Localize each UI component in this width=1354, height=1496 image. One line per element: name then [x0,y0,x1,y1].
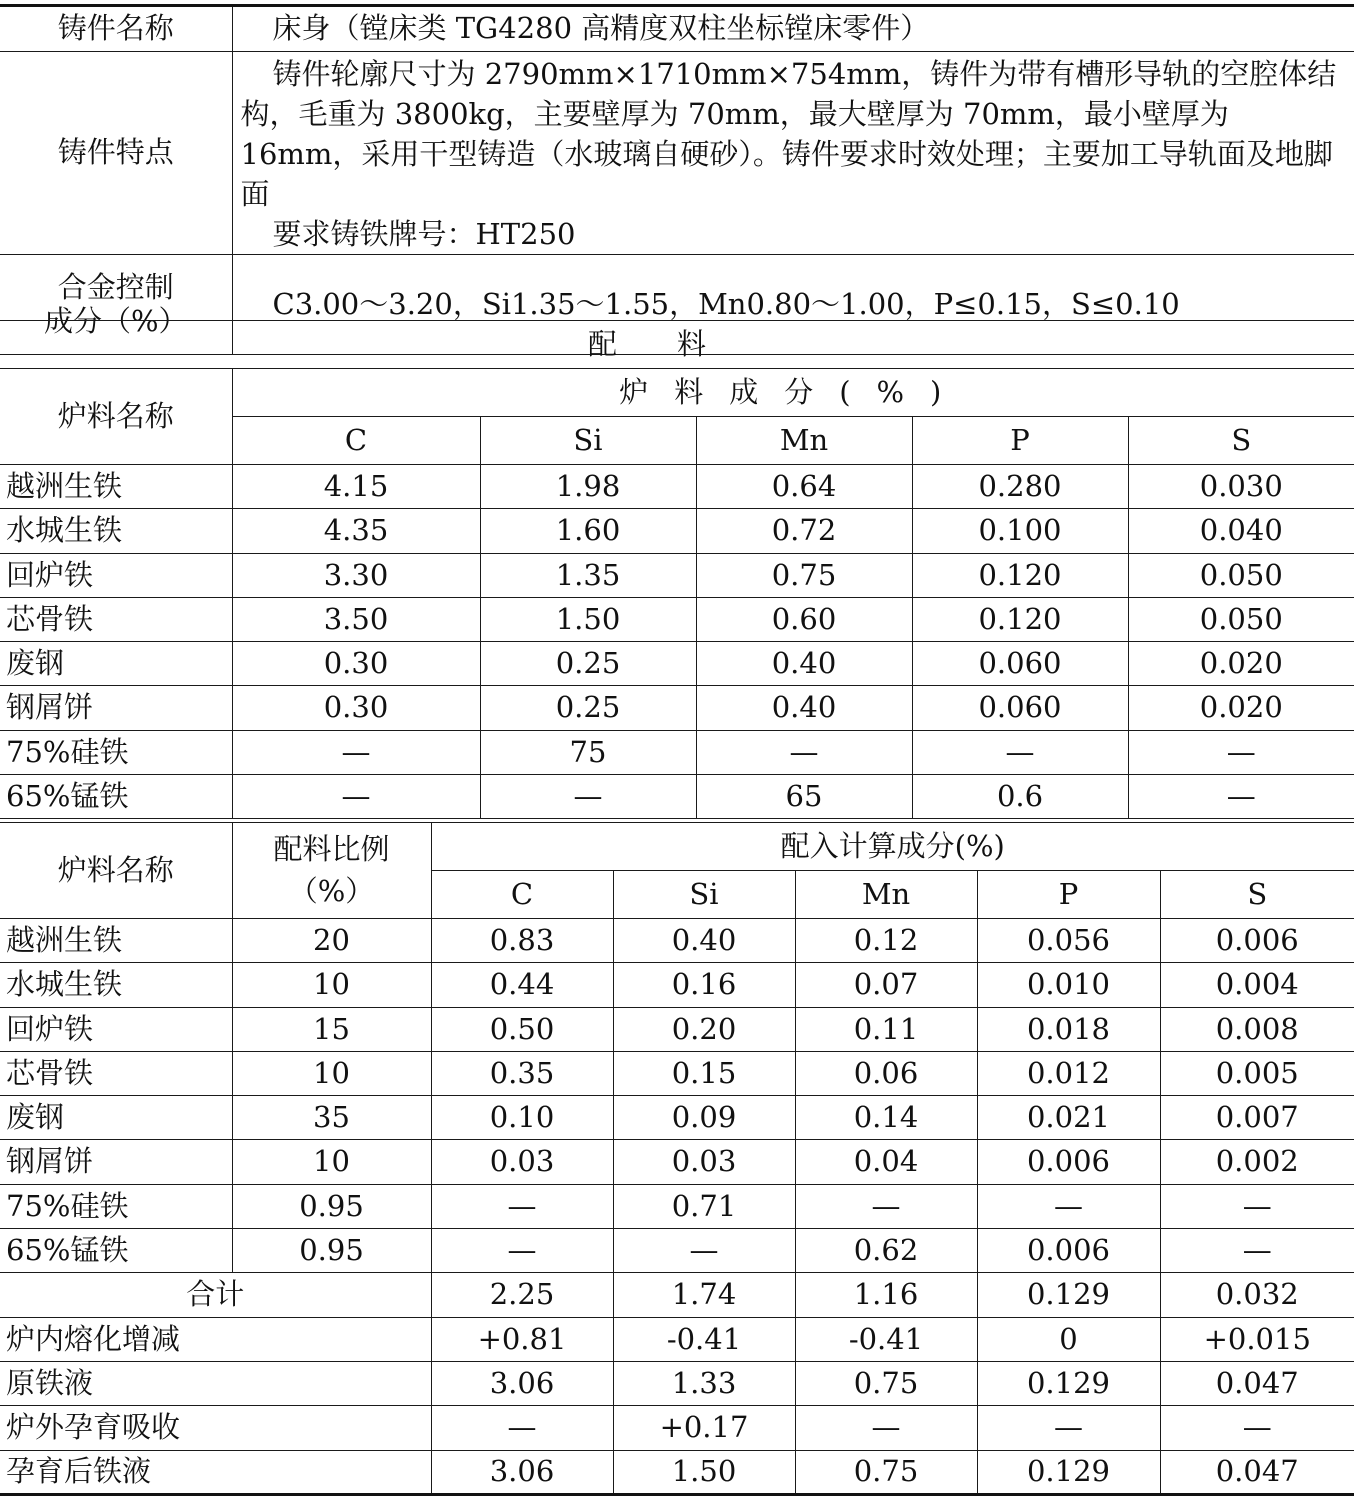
calc-cell-p: 0.006 [977,1140,1160,1184]
calc-cell-s: 0.005 [1160,1051,1354,1095]
calc-summary-s: +0.015 [1160,1317,1354,1361]
calc-cell-si: — [613,1229,795,1273]
calc-ratio-header [232,823,431,919]
charge-cell-p: 0.060 [912,686,1128,730]
charge-row-name: 65%锰铁 [0,775,232,819]
calc-row-ratio: 15 [232,1007,431,1051]
calc-col-mn: Mn [795,871,977,919]
calc-summary-p: 0.129 [977,1361,1160,1405]
charge-cell-s: 0.030 [1128,465,1354,509]
charge-comp-header: 炉料成分(%) [232,369,1354,417]
charge-cell-p: 0.120 [912,553,1128,597]
calc-row [0,1051,1354,1095]
calc-name-header: 炉料名称 [0,823,232,919]
calc-cell-p: 0.056 [977,919,1160,963]
calc-row-name: 水城生铁 [0,963,232,1007]
calc-ratio-header-line1: 配料比例 [273,832,390,867]
calc-cell-si: 0.20 [613,1007,795,1051]
calc-row [0,963,1354,1007]
casting-name-value: 床身（镗床类 TG4280 高精度双柱坐标镗床零件） [232,6,1354,52]
calc-summary-label: 孕育后铁液 [0,1450,431,1494]
calc-cell-s: 0.008 [1160,1007,1354,1051]
charge-row [0,642,1354,686]
charge-row-name: 回炉铁 [0,553,232,597]
calc-total-c: 2.25 [431,1273,613,1317]
casting-name-label: 铸件名称 [0,6,232,52]
calc-summary-mn: 0.75 [795,1361,977,1405]
casting-info-table [0,4,1354,355]
charge-cell-mn: 65 [696,775,912,819]
calc-cell-s: 0.007 [1160,1096,1354,1140]
calc-summary-c: 3.06 [431,1450,613,1494]
calc-cell-mn: — [795,1184,977,1228]
charge-cell-s: 0.050 [1128,597,1354,641]
charge-cell-si: 75 [480,730,696,774]
alloy-label-line2: 成分（%） [43,303,188,338]
calc-cell-p: 0.021 [977,1096,1160,1140]
calc-cell-p: 0.012 [977,1051,1160,1095]
charge-cell-p: 0.6 [912,775,1128,819]
charge-cell-si: 0.25 [480,686,696,730]
calc-summary-s: 0.047 [1160,1361,1354,1405]
calc-row-name: 钢屑饼 [0,1140,232,1184]
charge-col-c: C [232,417,480,465]
calc-cell-si: 0.16 [613,963,795,1007]
calc-row [0,1096,1354,1140]
calc-total-label: 合计 [0,1273,431,1317]
charge-cell-s: — [1128,730,1354,774]
charge-cell-s: — [1128,775,1354,819]
calc-total-p: 0.129 [977,1273,1160,1317]
calc-cell-si: 0.09 [613,1096,795,1140]
calc-summary-p: 0 [977,1317,1160,1361]
charge-cell-mn: 0.72 [696,509,912,553]
charge-row [0,730,1354,774]
charge-cell-c: 4.35 [232,509,480,553]
calc-cell-c: 0.10 [431,1096,613,1140]
charge-col-mn: Mn [696,417,912,465]
calc-cell-mn: 0.04 [795,1140,977,1184]
calc-total-mn: 1.16 [795,1273,977,1317]
charge-cell-mn: 0.75 [696,553,912,597]
charge-col-p: P [912,417,1128,465]
charge-cell-mn: — [696,730,912,774]
calc-cell-mn: 0.14 [795,1096,977,1140]
charge-cell-c: 3.30 [232,553,480,597]
calc-summary-c: +0.81 [431,1317,613,1361]
charge-row [0,465,1354,509]
charge-cell-mn: 0.64 [696,465,912,509]
calculation-table [0,822,1354,1496]
charge-cell-si: 1.98 [480,465,696,509]
calc-cell-c: 0.35 [431,1051,613,1095]
calc-cell-p: — [977,1184,1160,1228]
charge-name-header: 炉料名称 [0,369,232,465]
charge-rows [0,465,1354,819]
calc-cell-si: 0.15 [613,1051,795,1095]
calc-row-ratio: 10 [232,1051,431,1095]
calc-summary-row [0,1450,1354,1494]
calc-summary-p: 0.129 [977,1450,1160,1494]
charge-cell-c: — [232,775,480,819]
calc-cell-s: 0.002 [1160,1140,1354,1184]
calc-summary-si: 1.33 [613,1361,795,1405]
calc-cell-si: 0.40 [613,919,795,963]
calc-summary-si: 1.50 [613,1450,795,1494]
charge-row-name: 75%硅铁 [0,730,232,774]
casting-feature-label: 铸件特点 [0,52,232,255]
calc-row-name: 废钢 [0,1096,232,1140]
calc-cell-p: 0.006 [977,1229,1160,1273]
calc-row-name: 越洲生铁 [0,919,232,963]
charge-row-name: 钢屑饼 [0,686,232,730]
calc-total-s: 0.032 [1160,1273,1354,1317]
calc-summary-mn: — [795,1406,977,1450]
charge-cell-p: — [912,730,1128,774]
calc-cell-si: 0.71 [613,1184,795,1228]
calc-row [0,1229,1354,1273]
calc-summary-rows [0,1273,1354,1494]
calc-row [0,1007,1354,1051]
charge-cell-c: 3.50 [232,597,480,641]
calc-summary-mn: -0.41 [795,1317,977,1361]
calc-cell-c: 0.03 [431,1140,613,1184]
calc-ratio-header-line2: （%） [288,873,375,908]
calc-cell-mn: 0.06 [795,1051,977,1095]
calc-col-c: C [431,871,613,919]
charge-row [0,553,1354,597]
calc-summary-si: +0.17 [613,1406,795,1450]
calc-summary-row [0,1361,1354,1405]
calc-cell-c: — [431,1229,613,1273]
calc-row-ratio: 10 [232,963,431,1007]
calc-cell-mn: 0.12 [795,919,977,963]
calc-cell-c: 0.50 [431,1007,613,1051]
charge-cell-s: 0.020 [1128,642,1354,686]
charge-cell-mn: 0.40 [696,642,912,686]
calc-col-s: S [1160,871,1354,919]
charge-cell-mn: 0.40 [696,686,912,730]
calc-summary-p: — [977,1406,1160,1450]
charge-cell-c: 0.30 [232,686,480,730]
calc-comp-header: 配入计算成分(%) [431,823,1354,871]
alloy-label-line1: 合金控制 [57,270,174,305]
charge-cell-si: 0.25 [480,642,696,686]
charge-composition-table [0,320,1354,819]
calc-cell-c: 0.44 [431,963,613,1007]
calc-row-ratio: 10 [232,1140,431,1184]
calc-total-row [0,1273,1354,1317]
charge-row-name: 越洲生铁 [0,465,232,509]
calc-cell-c: — [431,1184,613,1228]
calc-summary-c: — [431,1406,613,1450]
calc-row [0,1140,1354,1184]
calc-row-ratio: 35 [232,1096,431,1140]
charge-row [0,775,1354,819]
casting-feature-cell [232,52,1354,255]
calc-cell-si: 0.03 [613,1140,795,1184]
calc-row-ratio: 20 [232,919,431,963]
calc-cell-c: 0.83 [431,919,613,963]
charge-cell-c: 0.30 [232,642,480,686]
calc-row [0,1184,1354,1228]
calc-cell-p: 0.010 [977,963,1160,1007]
charge-cell-p: 0.280 [912,465,1128,509]
calc-summary-row [0,1317,1354,1361]
calc-rows [0,919,1354,1273]
charge-cell-s: 0.020 [1128,686,1354,730]
charge-cell-si: 1.50 [480,597,696,641]
casting-feature-text: 铸件轮廓尺寸为 2790mm×1710mm×754mm，铸件为带有槽形导轨的空腔体结构，毛重为 3800kg，主要壁厚为 70mm，最大壁厚为 70mm，最小壁厚为 16mm，采用干型铸造（水玻璃自硬砂）。铸件要求时效处理；主要加工导轨面及地脚面 [240,57,1337,211]
charge-row [0,597,1354,641]
charge-cell-p: 0.100 [912,509,1128,553]
charge-cell-p: 0.060 [912,642,1128,686]
charge-col-si: Si [480,417,696,465]
charge-cell-s: 0.050 [1128,553,1354,597]
calc-summary-label: 原铁液 [0,1361,431,1405]
calc-cell-p: 0.018 [977,1007,1160,1051]
charge-cell-s: 0.040 [1128,509,1354,553]
calc-row-name: 芯骨铁 [0,1051,232,1095]
calc-row [0,919,1354,963]
charge-cell-c: 4.15 [232,465,480,509]
calc-summary-c: 3.06 [431,1361,613,1405]
calc-row-ratio: 0.95 [232,1184,431,1228]
charge-col-s: S [1128,417,1354,465]
calc-cell-mn: 0.62 [795,1229,977,1273]
calc-row-ratio: 0.95 [232,1229,431,1273]
calc-cell-s: 0.006 [1160,919,1354,963]
calc-row-name: 回炉铁 [0,1007,232,1051]
calc-summary-s: 0.047 [1160,1450,1354,1494]
calc-row-name: 75%硅铁 [0,1184,232,1228]
calc-summary-mn: 0.75 [795,1450,977,1494]
calc-cell-s: — [1160,1184,1354,1228]
calc-col-p: P [977,871,1160,919]
charge-cell-si: — [480,775,696,819]
charge-row [0,686,1354,730]
calc-summary-si: -0.41 [613,1317,795,1361]
section-title: 配料 [0,321,1354,369]
calc-cell-mn: 0.07 [795,963,977,1007]
calc-total-si: 1.74 [613,1273,795,1317]
charge-cell-p: 0.120 [912,597,1128,641]
calc-cell-mn: 0.11 [795,1007,977,1051]
calc-summary-s: — [1160,1406,1354,1450]
calc-summary-label: 炉外孕育吸收 [0,1406,431,1450]
alloy-value: C3.00～3.20，Si1.35～1.55，Mn0.80～1.00，P≤0.15，S≤0.10 [232,255,1354,355]
charge-row [0,509,1354,553]
charge-cell-si: 1.60 [480,509,696,553]
charge-row-name: 水城生铁 [0,509,232,553]
calc-cell-s: 0.004 [1160,963,1354,1007]
calc-col-si: Si [613,871,795,919]
charge-cell-mn: 0.60 [696,597,912,641]
charge-cell-si: 1.35 [480,553,696,597]
charge-row-name: 芯骨铁 [0,597,232,641]
calc-summary-row [0,1406,1354,1450]
calc-row-name: 65%锰铁 [0,1229,232,1273]
charge-cell-c: — [232,730,480,774]
calc-summary-label: 炉内熔化增减 [0,1317,431,1361]
casting-grade-text: 要求铸铁牌号：HT250 [272,217,576,251]
charge-row-name: 废钢 [0,642,232,686]
calc-cell-s: — [1160,1229,1354,1273]
